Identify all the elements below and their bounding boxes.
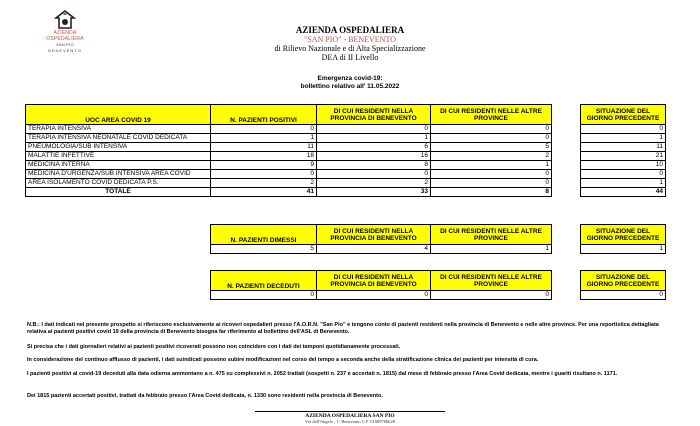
cell-total-residenti-bn: 33 <box>317 188 431 197</box>
cell-giorno-precedente: 0 <box>581 291 666 300</box>
note-disclaimer: N.B.: I dati indicati nel presente prospetto si riferiscono esclusivamente ai ricoveri ospedalieri presso l'A.O.R.N. "San Pio" e tengono conto di pazienti residenti nella provincia di Benevento e nelle altre province. Per una reportistica dettagliata relativa ai pazienti positivi covid 19 della provincia di Benevento bisogna far riferimento al bollettino dell'ASL di Benevento. <box>27 322 659 335</box>
logo-name-line2: OSPEDALIERA <box>46 36 84 42</box>
cell-residenti-bn: 1 <box>317 134 431 143</box>
table-row <box>26 125 666 134</box>
cell-giorno-precedente: 10 <box>581 161 666 170</box>
table-row <box>26 161 666 170</box>
cell-positivi: 0 <box>211 170 317 179</box>
logo-name-line4: BENEVENTO <box>48 48 82 53</box>
hospital-title: AZIENDA OSPEDALIERA <box>295 25 405 35</box>
cell-residenti-bn: 2 <box>317 179 431 188</box>
cell-residenti-bn: 16 <box>317 152 431 161</box>
cell-dimessi: 5 <box>211 245 317 254</box>
table-row <box>211 291 666 300</box>
cell-unit: TERAPIA INTENSIVA <box>26 125 211 134</box>
cell-giorno-precedente: 0 <box>581 125 666 134</box>
cell-total-altre-province: 8 <box>431 188 552 197</box>
cell-positivi: 2 <box>211 179 317 188</box>
report-date: bollettino relativo all' 11.05.2022 <box>300 83 400 90</box>
cell-giorno-precedente: 21 <box>581 152 666 161</box>
cell-total-label: TOTALE <box>26 188 211 197</box>
cell-positivi: 1 <box>211 134 317 143</box>
table-row <box>26 143 666 152</box>
table-row <box>26 170 666 179</box>
column-gap <box>552 161 581 170</box>
cell-altre-province: 0 <box>431 125 552 134</box>
column-gap <box>552 125 581 134</box>
report-title: Emergenza covid-19: <box>317 75 383 82</box>
col-header-dimessi: N. PAZIENTI DIMESSI <box>211 225 317 245</box>
cell-altre-province: 0 <box>431 134 552 143</box>
cell-unit: PNEUMOLOGIA/SUB INTENSIVA <box>26 143 211 152</box>
cell-altre-province: 1 <box>431 245 552 254</box>
cell-residenti-bn: 6 <box>317 143 431 152</box>
cell-altre-province: 0 <box>431 291 552 300</box>
column-gap <box>552 271 581 291</box>
footer-divider <box>255 411 445 412</box>
col-header-residenti-bn: DI CUI RESIDENTI NELLA PROVINCIA DI BENEVENTO <box>317 105 431 125</box>
cell-altre-province: 0 <box>431 170 552 179</box>
note-resident-summary: Dei 1815 pazienti accertati positivi, trattati da febbraio presso l'Area Covid dedicata, n. 1330 sono residenti nella provincia di Benevento. <box>27 393 383 399</box>
table-row <box>26 134 666 143</box>
col-header-deceduti: N. PAZIENTI DECEDUTI <box>211 271 317 291</box>
table-header-row <box>211 225 666 245</box>
cell-deceduti: 0 <box>211 291 317 300</box>
col-header-giorno-precedente: SITUAZIONE DEL GIORNO PRECEDENTE <box>581 225 666 245</box>
cell-residenti-bn: 0 <box>317 125 431 134</box>
discharged-patients-table <box>210 224 666 254</box>
logo-name-line3: SAN PIO <box>56 42 74 47</box>
cell-residenti-bn: 4 <box>317 245 431 254</box>
cell-residenti-bn: 8 <box>317 161 431 170</box>
table-header-row <box>211 271 666 291</box>
cell-altre-province: 2 <box>431 152 552 161</box>
logo-name-line1: AZIENDA <box>53 30 77 36</box>
cell-giorno-precedente: 0 <box>581 170 666 179</box>
covid-patients-table <box>25 104 666 197</box>
column-gap <box>552 134 581 143</box>
table-row <box>211 245 666 254</box>
cell-giorno-precedente: 11 <box>581 143 666 152</box>
cell-giorno-precedente: 1 <box>581 245 666 254</box>
cell-positivi: 9 <box>211 161 317 170</box>
column-gap <box>552 179 581 188</box>
col-header-residenti-bn: DI CUI RESIDENTI NELLA PROVINCIA DI BENEVENTO <box>317 271 431 291</box>
cell-unit: TERAPIA INTENSIVA NEONATALE COVID DEDICATA <box>26 134 211 143</box>
col-header-giorno-precedente: SITUAZIONE DEL GIORNO PRECEDENTE <box>581 105 666 125</box>
note-daily-data: Si precisa che i dati giornalieri relativi ai pazienti positivi ricoverati possono non coincidere con i dati dei tamponi quotidianamente processati. <box>27 344 401 350</box>
column-gap <box>552 188 581 197</box>
column-gap <box>552 245 581 254</box>
cell-altre-province: 1 <box>431 161 552 170</box>
cell-unit: AREA ISOLAMENTO COVID DEDICATA P.S. <box>26 179 211 188</box>
footer-address: Via dell'Angelo , 1- Benevento C.F. 01009760628 <box>304 419 396 424</box>
column-gap <box>552 105 581 125</box>
table-total-row <box>26 188 666 197</box>
column-gap <box>552 143 581 152</box>
column-gap <box>552 291 581 300</box>
col-header-giorno-precedente: SITUAZIONE DEL GIORNO PRECEDENTE <box>581 271 666 291</box>
cell-altre-province: 5 <box>431 143 552 152</box>
hospital-designation: di Rilievo Nazionale e di Alta Specializzazione <box>274 44 426 53</box>
table-header-row <box>26 105 666 125</box>
cell-total-positivi: 41 <box>211 188 317 197</box>
col-header-residenti-bn: DI CUI RESIDENTI NELLA PROVINCIA DI BENEVENTO <box>317 225 431 245</box>
col-header-altre-province: DI CUI RESIDENTI NELLE ALTRE PROVINCE <box>431 105 552 125</box>
col-header-altre-province: DI CUI RESIDENTI NELLE ALTRE PROVINCE <box>431 225 552 245</box>
note-data-variation: In considerazione del continuo afflusso di pazienti, i dati suindicati possono subire modificazioni nel corso del tempo a seconda anche della stratificazione clinica dei pazienti per intensità di cura. <box>27 357 539 363</box>
cell-residenti-bn: 0 <box>317 291 431 300</box>
hospital-level: DEA di II Livello <box>321 53 379 62</box>
cell-giorno-precedente: 1 <box>581 134 666 143</box>
col-header-unit: UOC AREA COVID 19 <box>26 105 211 125</box>
cell-residenti-bn: 0 <box>317 170 431 179</box>
cell-altre-province: 0 <box>431 179 552 188</box>
table-row <box>26 152 666 161</box>
column-gap <box>552 152 581 161</box>
footer-hospital-name: AZIENDA OSPEDALIERA SAN PIO <box>305 413 395 419</box>
cell-positivi: 0 <box>211 125 317 134</box>
cell-giorno-precedente: 1 <box>581 179 666 188</box>
table-row <box>26 179 666 188</box>
deceased-patients-table <box>210 270 666 300</box>
cell-unit: MEDICINA D'URGENZA/SUB INTENSIVA AREA COVID <box>26 170 211 179</box>
col-header-positivi: N. PAZIENTI POSITIVI <box>211 105 317 125</box>
column-gap <box>552 170 581 179</box>
cell-unit: MALATTIE INFETTIVE <box>26 152 211 161</box>
cell-unit: MEDICINA INTERNA <box>26 161 211 170</box>
column-gap <box>552 225 581 245</box>
cell-positivi: 18 <box>211 152 317 161</box>
cell-positivi: 11 <box>211 143 317 152</box>
hospital-subtitle: "SAN PIO" - BENEVENTO <box>304 35 396 44</box>
note-deceased-summary: I pazienti positivi al covid-19 deceduti alla data odierna ammontano a n. 475 su complessivi n. 2052 trattati (sospetti n. 237 e accertati n. 1815) dal mese di febbraio presso l'Area Covid dedicata, mentre i guariti risultano n. 1171. <box>27 371 618 377</box>
cell-total-giorno-precedente: 44 <box>581 188 666 197</box>
col-header-altre-province: DI CUI RESIDENTI NELLE ALTRE PROVINCE <box>431 271 552 291</box>
